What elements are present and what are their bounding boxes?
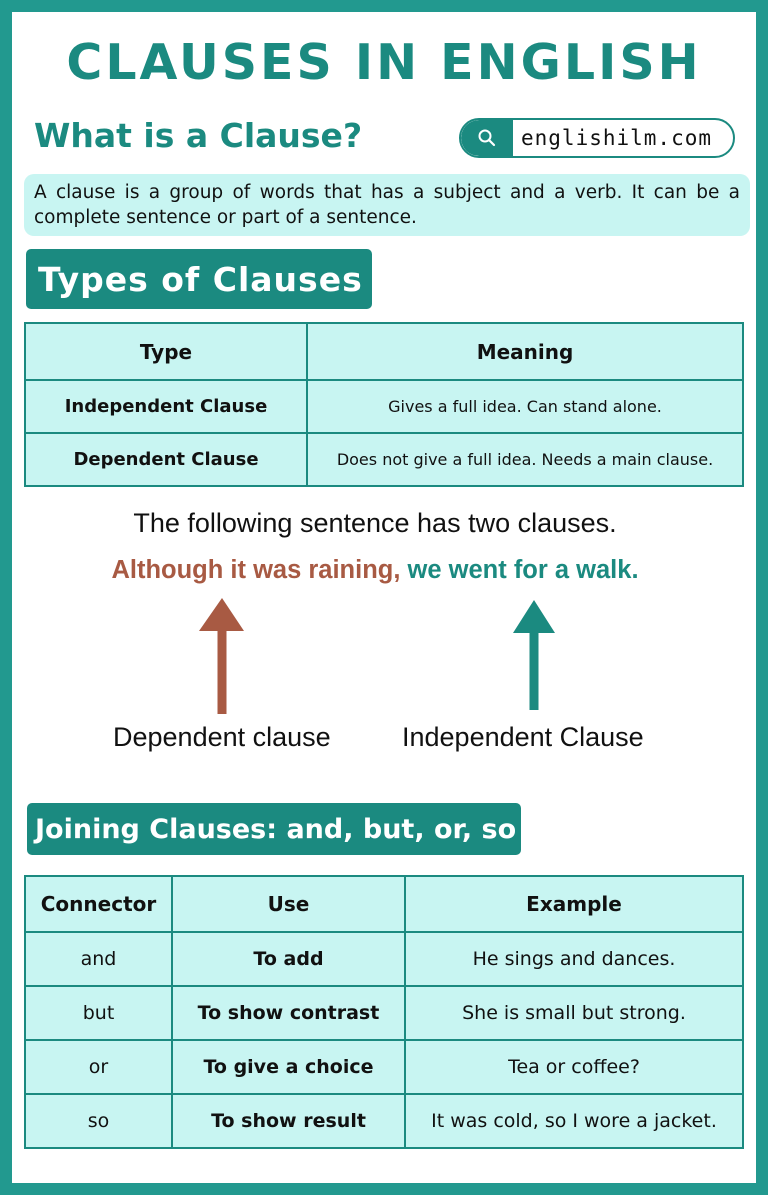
joining-heading: Joining Clauses: and, but, or, so	[27, 803, 521, 855]
table-row	[25, 932, 743, 986]
example-cell: She is small but strong.	[405, 986, 743, 1040]
table-row	[25, 380, 743, 433]
connector-cell: or	[25, 1040, 172, 1094]
example-intro: The following sentence has two clauses.	[133, 508, 617, 538]
search-box[interactable]	[459, 118, 735, 158]
dependent-arrow-icon	[199, 598, 245, 714]
meaning-cell: Gives a full idea. Can stand alone.	[307, 380, 743, 433]
meaning-cell: Does not give a full idea. Needs a main clause.	[307, 433, 743, 486]
dependent-clause-label: Dependent clause	[113, 722, 331, 752]
table-row	[25, 1040, 743, 1094]
use-cell: To add	[172, 932, 405, 986]
use-cell: To show result	[172, 1094, 405, 1148]
connector-cell: but	[25, 986, 172, 1040]
connector-cell: so	[25, 1094, 172, 1148]
example-cell: He sings and dances.	[405, 932, 743, 986]
column-header: Example	[405, 876, 743, 932]
table-header-row	[25, 323, 743, 380]
types-heading: Types of Clauses	[26, 249, 372, 309]
column-header: Meaning	[307, 323, 743, 380]
example-sentence	[0, 556, 750, 585]
clause-definition: A clause is a group of words that has a subject and a verb. It can be a complete sentence or part of a sentence.	[24, 174, 750, 236]
dependent-clause-text: Although it was raining,	[111, 556, 401, 584]
independent-clause-text: we went for a walk.	[407, 556, 639, 584]
search-icon[interactable]	[461, 120, 513, 156]
table-row	[25, 1094, 743, 1148]
page-title: CLAUSES IN ENGLISH	[66, 34, 702, 91]
type-cell: Dependent Clause	[25, 433, 307, 486]
type-cell: Independent Clause	[25, 380, 307, 433]
independent-clause-label: Independent Clause	[402, 722, 644, 752]
connectors-table	[24, 875, 744, 1149]
column-header: Type	[25, 323, 307, 380]
independent-arrow-icon	[511, 600, 557, 710]
types-table	[24, 322, 744, 487]
table-row	[25, 986, 743, 1040]
use-cell: To give a choice	[172, 1040, 405, 1094]
connector-cell: and	[25, 932, 172, 986]
column-header: Use	[172, 876, 405, 932]
table-row	[25, 433, 743, 486]
search-text: englishilm.com	[521, 126, 713, 150]
use-cell: To show contrast	[172, 986, 405, 1040]
table-header-row	[25, 876, 743, 932]
example-cell: Tea or coffee?	[405, 1040, 743, 1094]
question-heading: What is a Clause?	[34, 116, 363, 155]
column-header: Connector	[25, 876, 172, 932]
example-cell: It was cold, so I wore a jacket.	[405, 1094, 743, 1148]
